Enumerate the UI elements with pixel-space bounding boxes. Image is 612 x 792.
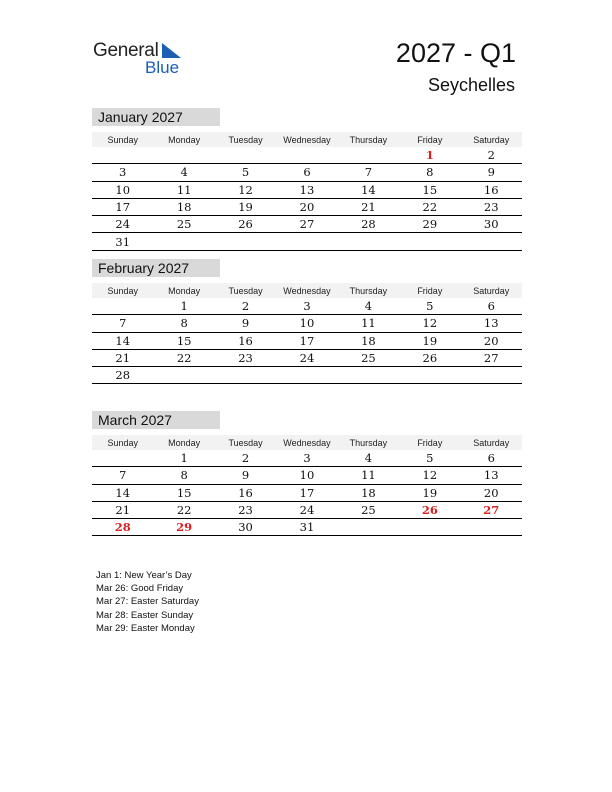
day-cell: 22: [422, 200, 438, 215]
day-cell: 26: [422, 351, 438, 366]
day-cell: 5: [426, 299, 434, 314]
day-cell: 2: [241, 299, 250, 314]
holiday-note: Mar 26: Good Friday: [96, 583, 184, 595]
day-cell: 11: [176, 182, 192, 197]
week-row: [92, 333, 522, 350]
month-name: February 2027: [92, 259, 220, 277]
day-cell: 18: [361, 485, 376, 500]
day-cell: 11: [361, 316, 376, 331]
weekday-label: Friday: [417, 437, 443, 448]
day-cell: 1: [425, 148, 434, 163]
weekday-label: Wednesday: [283, 134, 331, 145]
weekday-label: Friday: [417, 285, 443, 296]
day-cell: 28: [361, 217, 376, 232]
brand-line1: General: [93, 40, 159, 61]
day-cell: 10: [115, 182, 131, 197]
weekday-header: [92, 283, 522, 298]
day-cell: 16: [483, 182, 499, 197]
day-cell: 30: [483, 217, 499, 232]
day-cell: 19: [422, 333, 438, 348]
brand-line2: Blue: [145, 58, 180, 77]
page-title: 2027 - Q1: [395, 38, 516, 68]
weekday-header: [92, 132, 522, 147]
day-cell: 1: [180, 299, 188, 314]
weekday-label: Wednesday: [283, 285, 331, 296]
day-cell: 7: [364, 165, 373, 180]
day-cell: 15: [422, 182, 438, 197]
month-name: January 2027: [92, 108, 220, 126]
day-cell: 2: [241, 451, 250, 466]
holiday-note: Mar 29: Easter Monday: [96, 622, 195, 634]
day-cell: 14: [361, 182, 376, 197]
day-cell: 7: [119, 316, 127, 331]
weekday-label: Thursday: [349, 285, 388, 296]
day-cell: 18: [176, 200, 192, 215]
weekday-label: Saturday: [473, 437, 510, 448]
weekday-label: Tuesday: [228, 285, 263, 296]
holiday-note: Mar 27: Easter Saturday: [96, 596, 199, 608]
day-cell: 4: [364, 451, 373, 466]
day-cell: 11: [361, 468, 376, 483]
week-row: [92, 467, 522, 484]
day-cell: 14: [115, 485, 131, 500]
week-row: [92, 315, 522, 332]
day-cell: 16: [238, 333, 253, 348]
day-cell: 19: [238, 200, 253, 215]
day-cell: 9: [241, 316, 250, 331]
week-row: [92, 233, 522, 250]
day-cell: 9: [487, 165, 495, 180]
holiday-note: Mar 28: Easter Sunday: [96, 609, 194, 621]
day-cell: 12: [238, 182, 253, 197]
day-cell: 23: [483, 200, 499, 215]
brand-logo: [93, 40, 193, 80]
day-cell: 24: [299, 503, 315, 518]
day-cell: 22: [176, 351, 192, 366]
day-cell: 9: [241, 468, 250, 483]
day-cell: 19: [422, 485, 438, 500]
day-cell: 13: [299, 182, 315, 197]
holiday-note: Jan 1: New Year’s Day: [96, 570, 192, 581]
weekday-label: Saturday: [473, 285, 510, 296]
day-cell: 6: [303, 165, 311, 180]
day-cell: 24: [115, 217, 131, 232]
week-row: [92, 350, 522, 367]
month-block: [92, 259, 522, 384]
day-cell: 6: [487, 299, 495, 314]
day-cell: 20: [483, 485, 499, 500]
weekday-label: Monday: [168, 437, 201, 448]
week-row: [92, 367, 522, 384]
day-cell: 4: [364, 299, 373, 314]
day-cell: 3: [303, 299, 311, 314]
weekday-label: Friday: [417, 134, 443, 145]
weekday-label: Sunday: [107, 134, 138, 145]
week-row: [92, 164, 522, 181]
day-cell: 10: [299, 316, 315, 331]
day-cell: 4: [180, 165, 188, 180]
day-cell: 29: [422, 217, 438, 232]
weekday-label: Monday: [168, 134, 201, 145]
day-cell: 21: [361, 200, 376, 215]
day-cell: 16: [238, 485, 253, 500]
day-cell: 23: [238, 503, 253, 518]
day-cell: 10: [299, 468, 315, 483]
day-cell: 28: [114, 520, 131, 535]
day-cell: 13: [483, 316, 499, 331]
week-row: [92, 502, 522, 519]
day-cell: 15: [176, 485, 192, 500]
weekday-label: Thursday: [349, 134, 388, 145]
weekday-label: Thursday: [349, 437, 388, 448]
weekday-label: Wednesday: [283, 437, 331, 448]
day-cell: 8: [180, 316, 188, 331]
day-cell: 24: [299, 351, 315, 366]
day-cell: 29: [176, 520, 193, 535]
weekday-label: Sunday: [107, 285, 138, 296]
day-cell: 20: [299, 200, 315, 215]
day-cell: 8: [180, 468, 188, 483]
weekday-header: [92, 435, 522, 450]
day-cell: 23: [238, 351, 253, 366]
day-cell: 17: [299, 333, 315, 348]
week-row: [92, 519, 522, 536]
day-cell: 27: [299, 217, 315, 232]
day-cell: 25: [361, 351, 376, 366]
day-cell: 22: [176, 503, 192, 518]
day-cell: 17: [299, 485, 315, 500]
day-cell: 21: [115, 351, 131, 366]
weekday-label: Saturday: [473, 134, 510, 145]
day-cell: 1: [180, 451, 188, 466]
day-cell: 5: [426, 451, 434, 466]
day-cell: 28: [115, 368, 131, 383]
week-row: [92, 199, 522, 216]
day-cell: 8: [426, 165, 434, 180]
day-cell: 7: [119, 468, 127, 483]
day-cell: 31: [299, 520, 315, 535]
day-cell: 17: [115, 200, 131, 215]
month-block: [92, 411, 522, 536]
weekday-label: Sunday: [107, 437, 138, 448]
month-name: March 2027: [92, 411, 220, 429]
day-cell: 27: [483, 351, 499, 366]
month-block: [92, 108, 522, 251]
day-cell: 12: [422, 316, 438, 331]
week-row: [92, 147, 522, 164]
week-row: [92, 182, 522, 199]
day-cell: 26: [421, 503, 438, 518]
day-cell: 12: [422, 468, 438, 483]
weekday-label: Monday: [168, 285, 201, 296]
weekday-label: Tuesday: [228, 134, 263, 145]
day-cell: 3: [119, 165, 127, 180]
day-cell: 18: [361, 333, 376, 348]
day-cell: 3: [303, 451, 311, 466]
day-cell: 13: [483, 468, 499, 483]
day-cell: 2: [487, 148, 495, 163]
week-row: [92, 485, 522, 502]
weekday-label: Tuesday: [228, 437, 263, 448]
holiday-notes: [96, 569, 199, 635]
day-cell: 25: [361, 503, 376, 518]
day-cell: 5: [241, 165, 250, 180]
day-cell: 21: [115, 503, 131, 518]
day-cell: 31: [115, 234, 131, 249]
day-cell: 6: [487, 451, 495, 466]
day-cell: 26: [238, 217, 253, 232]
day-cell: 27: [483, 503, 500, 518]
day-cell: 30: [238, 520, 253, 535]
day-cell: 25: [176, 217, 192, 232]
week-row: [92, 216, 522, 233]
day-cell: 14: [115, 333, 131, 348]
day-cell: 20: [483, 333, 499, 348]
day-cell: 15: [176, 333, 192, 348]
week-row: [92, 298, 522, 315]
country-name: Seychelles: [427, 75, 515, 95]
week-row: [92, 450, 522, 467]
